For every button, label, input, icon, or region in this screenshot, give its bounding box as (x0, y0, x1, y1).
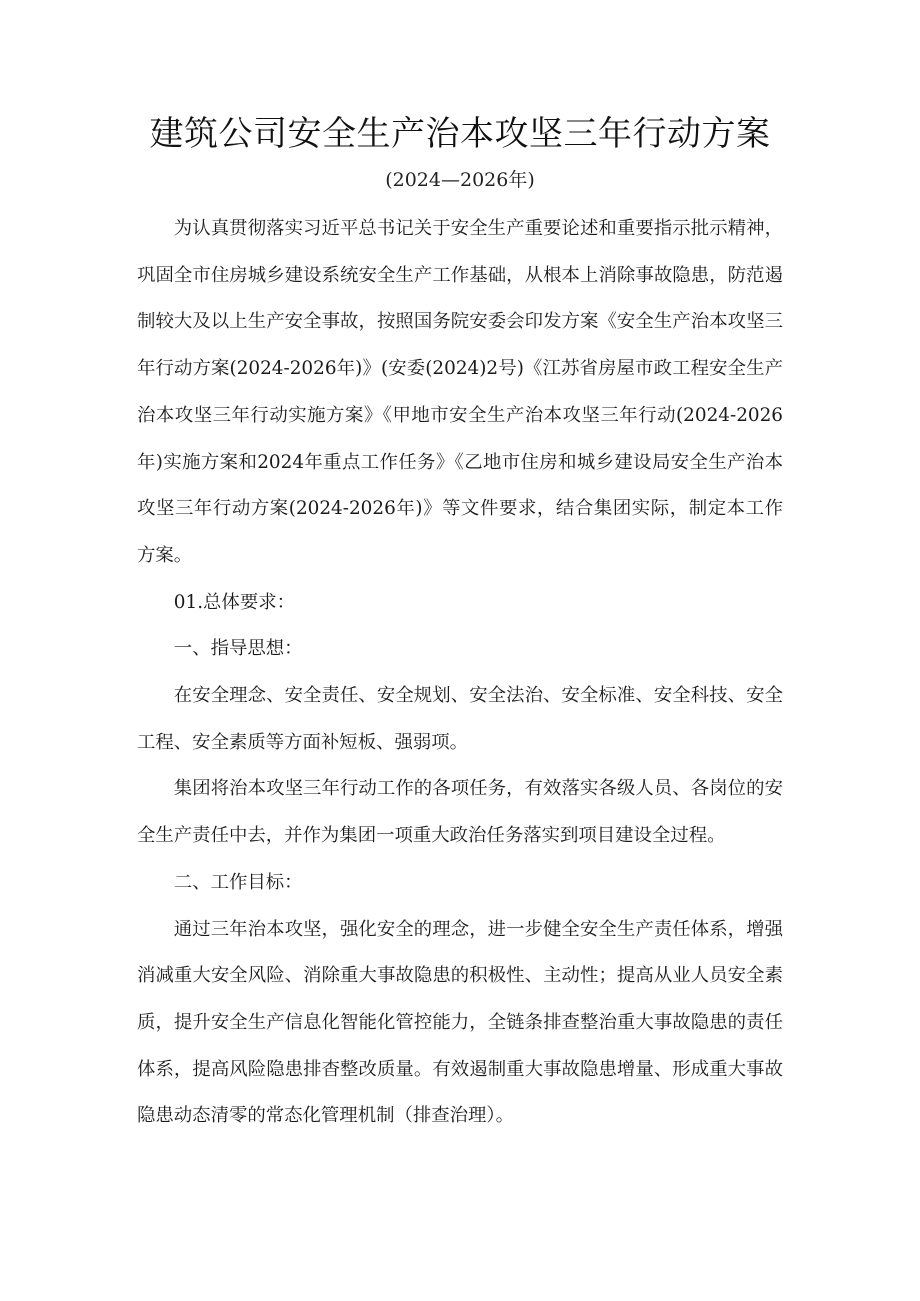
document-title: 建筑公司安全生产治本攻坚三年行动方案 (149, 114, 771, 154)
document-body (137, 206, 783, 1140)
paragraph-group-tasks: 集团将治本攻坚三年行动工作的各项任务，有效落实各级人员、各岗位的安全生产责任中去，并作为集团一项重大政治任务落实到项目建设全过程。 (137, 778, 783, 847)
paragraph-guiding-ideology: 在安全理念、安全责任、安全规划、安全法治、安全标准、安全科技、安全工程、安全素质等方面补短板、强弱项。 (137, 685, 783, 753)
document-subtitle: (2024—2026年) (385, 169, 535, 191)
paragraph-intro: 为认真贯彻落实习近平总书记关于安全生产重要论述和重要指示批示精神，巩固全市住房城乡建设系统安全生产工作基础，从根本上消除事故隐患，防范遏制较大及以上生产安全事故，按照国务院安委会印发方案《安全生产治本攻坚三年行动方案(2024-2026年)》(安委(2024)2号)《江苏省房屋市政工程安全生产治本攻坚三年行动实施方案》《甲地市安全生产治本攻坚三年行动(2024-2026年)实施方案和2024年重点工作任务》《乙地市住房和城乡建设局安全生产治本攻坚三年行动方案(2024-2026年)》等文件要求，结合集团实际，制定本工作方案。 (137, 218, 783, 566)
section-heading-overall-requirements: 01.总体要求： (173, 591, 295, 613)
paragraph-work-goals: 通过三年治本攻坚，强化安全的理念，进一步健全安全生产责任体系，增强消减重大安全风险、消除重大事故隐患的积极性、主动性；提高从业人员安全素质，提升安全生产信息化智能化管控能力，全链条排查整治重大事故隐患的责任体系，提高风险隐患排杳整改质量。有效遏制重大事故隐患增量、形成重大事故隐患动态清零的常态化管理机制（排查治理）。 (137, 918, 783, 1127)
section-heading-guiding-ideology: 一、指导思想： (173, 638, 303, 660)
section-heading-work-goals: 二、工作目标： (173, 871, 303, 893)
